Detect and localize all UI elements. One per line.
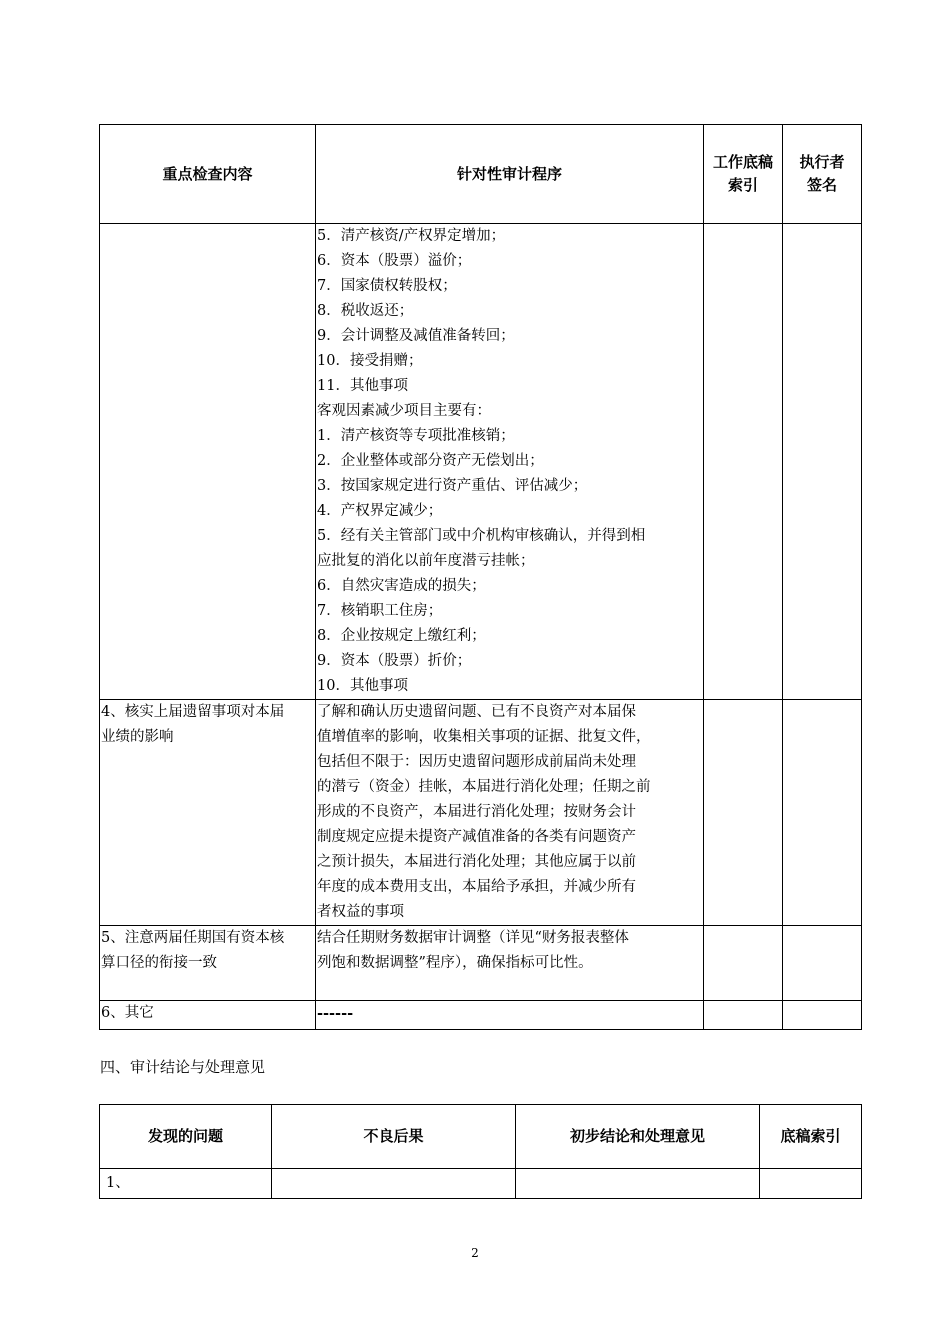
table-row bbox=[100, 1001, 862, 1030]
header-found-issue: 发现的问题 bbox=[100, 1105, 272, 1169]
procedure-line: 10．接受捐赠； bbox=[317, 353, 423, 369]
procedure-line: 6．资本（股票）溢价； bbox=[317, 253, 472, 269]
procedure-line: 4．产权界定减少； bbox=[317, 503, 443, 519]
header-audit-procedure: 针对性审计程序 bbox=[316, 125, 704, 224]
procedure-line: 结合任期财务数据审计调整（详见“财务报表整体 bbox=[317, 930, 629, 946]
procedure-line: 7．国家债权转股权； bbox=[317, 278, 457, 294]
workpaper-index-cell bbox=[704, 224, 783, 700]
workpaper-index-cell bbox=[704, 926, 783, 1001]
procedure-cell bbox=[316, 926, 704, 1001]
procedure-line: 7．核销职工住房； bbox=[317, 603, 443, 619]
issue-cell bbox=[100, 1169, 272, 1199]
procedure-line: 5．清产核资/产权界定增加； bbox=[317, 228, 506, 244]
header-adverse-consequence: 不良后果 bbox=[272, 1105, 516, 1169]
procedure-line: 8．税收返还； bbox=[317, 303, 414, 319]
header-line: 索引 bbox=[727, 176, 758, 194]
header-preliminary-conclusion: 初步结论和处理意见 bbox=[516, 1105, 760, 1169]
header-workpaper-index: 底稿索引 bbox=[760, 1105, 862, 1169]
procedure-line: 6．自然灾害造成的损失； bbox=[317, 578, 486, 594]
procedure-line: 的潜亏（资金）挂帐，本届进行消化处理；任期之前 bbox=[317, 779, 651, 795]
procedure-line: 值增值率的影响，收集相关事项的证据、批复文件， bbox=[317, 729, 651, 745]
procedure-line: 5．经有关主管部门或中介机构审核确认，并得到相 bbox=[317, 528, 646, 544]
procedure-cell bbox=[316, 224, 704, 700]
table-row bbox=[100, 1169, 862, 1199]
procedure-line: 1．清产核资等专项批准核销； bbox=[317, 428, 515, 444]
procedure-line: ------ bbox=[317, 1005, 354, 1022]
procedure-line: 者权益的事项 bbox=[317, 904, 404, 920]
procedure-line: 11．其他事项 bbox=[317, 378, 408, 394]
procedure-line: 年度的成本费用支出，本届给予承担，并减少所有 bbox=[317, 879, 636, 895]
procedure-line: 制度规定应提未提资产减值准备的各类有问题资产 bbox=[317, 829, 636, 845]
procedure-line: 3．按国家规定进行资产重估、评估减少； bbox=[317, 478, 588, 494]
procedure-line: 包括但不限于：因历史遗留问题形成前届尚未处理 bbox=[317, 754, 636, 770]
procedure-line: 列饱和数据调整”程序），确保指标可比性。 bbox=[317, 955, 593, 971]
procedure-line: 了解和确认历史遗留问题、已有不良资产对本届保 bbox=[317, 704, 636, 720]
content-cell bbox=[100, 1001, 316, 1030]
content-line: 5、注意两届任期国有资本核 bbox=[101, 930, 285, 946]
header-line: 工作底稿 bbox=[712, 153, 773, 171]
header-key-content: 重点检查内容 bbox=[100, 125, 316, 224]
content-line: 6、其它 bbox=[101, 1005, 154, 1021]
content-cell bbox=[100, 700, 316, 926]
workpaper-index-cell bbox=[704, 700, 783, 926]
content-line: 业绩的影响 bbox=[101, 729, 174, 745]
procedure-line: 8．企业按规定上缴红利； bbox=[317, 628, 486, 644]
page-number: 2 bbox=[471, 1246, 479, 1260]
table-row bbox=[100, 926, 862, 1001]
header-executor-signature bbox=[783, 125, 862, 224]
consequence-cell bbox=[272, 1169, 516, 1199]
procedure-line: 之预计损失，本届进行消化处理；其他应属于以前 bbox=[317, 854, 636, 870]
procedure-line: 客观因素减少项目主要有： bbox=[317, 403, 491, 419]
procedure-line: 9．会计调整及减值准备转回； bbox=[317, 328, 515, 344]
procedure-line: 10．其他事项 bbox=[317, 678, 408, 694]
index-cell bbox=[760, 1169, 862, 1199]
procedure-line: 应批复的消化以前年度潜亏挂帐； bbox=[317, 553, 535, 569]
content-line: 算口径的衔接一致 bbox=[101, 955, 217, 971]
header-line: 执行者 bbox=[799, 153, 845, 171]
conclusion-cell bbox=[516, 1169, 760, 1199]
audit-conclusion-table bbox=[99, 1104, 862, 1199]
executor-signature-cell bbox=[783, 1001, 862, 1030]
table-header-row bbox=[100, 125, 862, 224]
procedure-line: 形成的不良资产，本届进行消化处理；按财务会计 bbox=[317, 804, 636, 820]
executor-signature-cell bbox=[783, 700, 862, 926]
procedure-cell bbox=[316, 1001, 704, 1030]
procedure-line: 9．资本（股票）折价； bbox=[317, 653, 472, 669]
issue-text: 1、 bbox=[106, 1175, 130, 1191]
section-title: 四、审计结论与处理意见 bbox=[100, 1058, 266, 1076]
table-row bbox=[100, 224, 862, 700]
workpaper-index-cell bbox=[704, 1001, 783, 1030]
executor-signature-cell bbox=[783, 224, 862, 700]
procedure-line: 2．企业整体或部分资产无偿划出； bbox=[317, 453, 544, 469]
executor-signature-cell bbox=[783, 926, 862, 1001]
content-line: 4、核实上届遗留事项对本届 bbox=[101, 704, 285, 720]
table-header-row bbox=[100, 1105, 862, 1169]
table-row bbox=[100, 700, 862, 926]
header-workpaper-index bbox=[704, 125, 783, 224]
content-cell bbox=[100, 926, 316, 1001]
procedure-cell bbox=[316, 700, 704, 926]
header-line: 签名 bbox=[806, 176, 837, 194]
content-cell bbox=[100, 224, 316, 700]
audit-procedure-table bbox=[99, 124, 862, 1030]
